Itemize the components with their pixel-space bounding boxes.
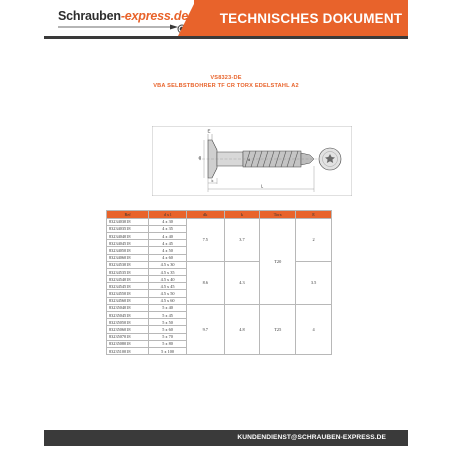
- cell-size: 4.5 x 50: [149, 290, 187, 297]
- cell-size: 4 x 30: [149, 218, 187, 225]
- header-k: k: [224, 211, 260, 219]
- table-row: [107, 304, 332, 311]
- cell-k: 4.3: [224, 261, 260, 304]
- specification-table: [106, 210, 332, 355]
- label-L: L: [260, 183, 264, 189]
- table-row: [107, 261, 332, 268]
- header-ref: Ref: [107, 211, 149, 219]
- cell-ref: 8323456018: [107, 297, 149, 304]
- cell-ref: 8323403018: [107, 218, 149, 225]
- cell-ref: 8323453518: [107, 268, 149, 275]
- cell-size: 4.5 x 45: [149, 283, 187, 290]
- cell-size: 4 x 50: [149, 247, 187, 254]
- cell-ref: 8323405018: [107, 247, 149, 254]
- header-band: [194, 0, 408, 36]
- logo-domain: -express.de: [120, 9, 189, 23]
- cell-ref: 8323508018: [107, 340, 149, 347]
- cell-size: 4 x 35: [149, 225, 187, 232]
- cell-ref: 8323506018: [107, 326, 149, 333]
- cell-size: 4 x 45: [149, 240, 187, 247]
- cell-ref: 8323507018: [107, 333, 149, 340]
- logo-area: [44, 0, 194, 36]
- table-row: [107, 218, 332, 225]
- cell-ref: 8323504018: [107, 304, 149, 311]
- document-type-title: TECHNISCHES DOKUMENT: [219, 10, 403, 26]
- cell-size: 4.5 x 30: [149, 261, 187, 268]
- cell-size: 5 x 45: [149, 312, 187, 319]
- cell-ref: 8323404018: [107, 232, 149, 239]
- header-divider: [44, 36, 408, 39]
- cell-k: 4.8: [224, 304, 260, 354]
- header-slant: [178, 0, 196, 36]
- cell-E: 3.5: [296, 261, 332, 304]
- document-page: [44, 0, 408, 452]
- contact-email[interactable]: KUNDENDIENST@SCHRAUBEN-EXPRESS.DE: [237, 434, 386, 441]
- cell-ref: 8323504518: [107, 312, 149, 319]
- logo-brand: Schrauben: [58, 9, 121, 23]
- cell-size: 5 x 70: [149, 333, 187, 340]
- footer-bar: [44, 430, 408, 446]
- cell-ref: 8323455018: [107, 290, 149, 297]
- label-E: E: [207, 128, 211, 134]
- header-torx: Torx: [260, 211, 296, 219]
- header-E: E: [296, 211, 332, 219]
- product-name: VBA SELBSTBOHRER TF CR TORX EDELSTAHL A2: [153, 83, 299, 89]
- cell-size: 4 x 60: [149, 254, 187, 261]
- cell-size: 4 x 40: [149, 232, 187, 239]
- cell-ref: 8323510018: [107, 347, 149, 354]
- table-header-row: [107, 211, 332, 219]
- header-dxl: d x l: [149, 211, 187, 219]
- cell-size: 5 x 60: [149, 326, 187, 333]
- cell-torx: T20: [260, 218, 296, 304]
- cell-ref: 8323403518: [107, 225, 149, 232]
- cell-size: 4.5 x 35: [149, 268, 187, 275]
- cell-dk: 8.6: [186, 261, 224, 304]
- label-k: k: [211, 179, 214, 183]
- cell-ref: 8323453018: [107, 261, 149, 268]
- cell-size: 4.5 x 40: [149, 276, 187, 283]
- cell-size: 5 x 50: [149, 319, 187, 326]
- cell-size: 4.5 x 60: [149, 297, 187, 304]
- header-dk: dk: [186, 211, 224, 219]
- label-dk: dk: [197, 156, 202, 161]
- logo: [58, 9, 188, 23]
- cell-ref: 8323505018: [107, 319, 149, 326]
- cell-E: 4: [296, 304, 332, 354]
- cell-dk: 9.7: [186, 304, 224, 354]
- screw-technical-drawing: [152, 126, 352, 196]
- cell-size: 5 x 40: [149, 304, 187, 311]
- cell-size: 5 x 100: [149, 347, 187, 354]
- product-code: VS8323-DE: [210, 75, 242, 81]
- cell-ref: 8323406018: [107, 254, 149, 261]
- cell-torx: T25: [260, 304, 296, 354]
- label-d: d: [248, 157, 251, 162]
- cell-ref: 8323454018: [107, 276, 149, 283]
- cell-size: 5 x 80: [149, 340, 187, 347]
- cell-ref: 8323404518: [107, 240, 149, 247]
- cell-k: 3.7: [224, 218, 260, 261]
- cell-E: 2: [296, 218, 332, 261]
- cell-ref: 8323454518: [107, 283, 149, 290]
- cell-dk: 7.5: [186, 218, 224, 261]
